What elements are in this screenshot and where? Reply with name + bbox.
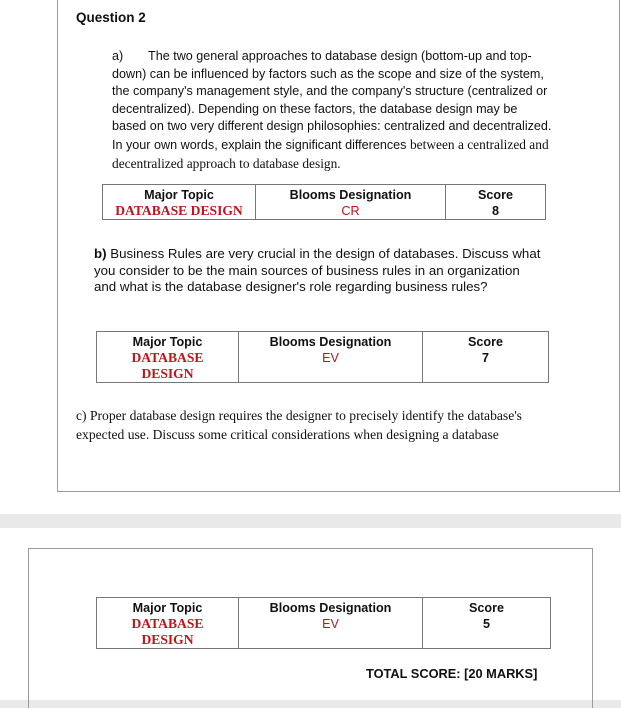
score-header: Score <box>468 601 504 615</box>
topic-value-line2: DESIGN <box>141 366 194 381</box>
score-value: 7 <box>481 351 489 365</box>
blooms-value: CR <box>341 204 360 218</box>
blooms-value: EV <box>322 351 339 365</box>
blooms-header: Blooms Designation <box>269 601 392 615</box>
blooms-header: Blooms Designation <box>289 188 412 202</box>
part-a-question <box>112 48 552 173</box>
blooms-cell <box>239 332 423 383</box>
topic-header: Major Topic <box>132 601 203 615</box>
part-a-label: a) <box>112 49 124 63</box>
score-value: 8 <box>491 204 499 218</box>
part-b-topic-table <box>96 331 549 383</box>
part-b-question <box>94 246 544 296</box>
score-cell <box>423 332 549 383</box>
topic-cell <box>103 185 256 220</box>
part-a-text: The two general approaches to database design (bottom-up and top-down) can be influenced by factors such as the scope and size of the system, the company's management style, and the company's structure (centralized or decentralized). Depending on these factors, the database design may be based on two very different design philosophies: centralized and decentralized. In your own words, explain the significant differences <box>112 49 552 152</box>
blooms-cell <box>256 185 446 220</box>
part-a-topic-table <box>102 184 546 220</box>
topic-cell <box>97 332 239 383</box>
topic-value-line2: DESIGN <box>141 632 194 647</box>
total-score: TOTAL SCORE: [20 MARKS] <box>366 666 538 681</box>
part-c-question: c) Proper database design requires the designer to precisely identify the database's expected use. Discuss some critical considerations when designing a database <box>76 408 522 442</box>
topic-cell <box>97 598 239 649</box>
blooms-header: Blooms Designation <box>269 335 392 349</box>
blooms-value: EV <box>322 617 339 631</box>
question-title: Question 2 <box>76 10 146 25</box>
score-cell <box>446 185 546 220</box>
topic-value-line1: DATABASE <box>131 616 204 631</box>
part-b-text: Business Rules are very crucial in the design of databases. Discuss what you consider to be the main sources of business rules in an organization and what is the database designer's role regarding business rules? <box>94 246 541 294</box>
score-cell <box>423 598 551 649</box>
score-header: Score <box>467 335 503 349</box>
part-c-topic-table <box>96 597 551 649</box>
blooms-cell <box>239 598 423 649</box>
score-header: Score <box>477 188 513 202</box>
part-b-label: b) <box>94 246 107 261</box>
score-value: 5 <box>482 617 490 631</box>
topic-header: Major Topic <box>132 335 203 349</box>
topic-value: DATABASE DESIGN <box>115 203 243 218</box>
topic-header: Major Topic <box>144 188 214 202</box>
part-a-text-tail: between a centralized and decentralized approach to database design. <box>112 136 549 171</box>
topic-value-line1: DATABASE <box>131 350 204 365</box>
